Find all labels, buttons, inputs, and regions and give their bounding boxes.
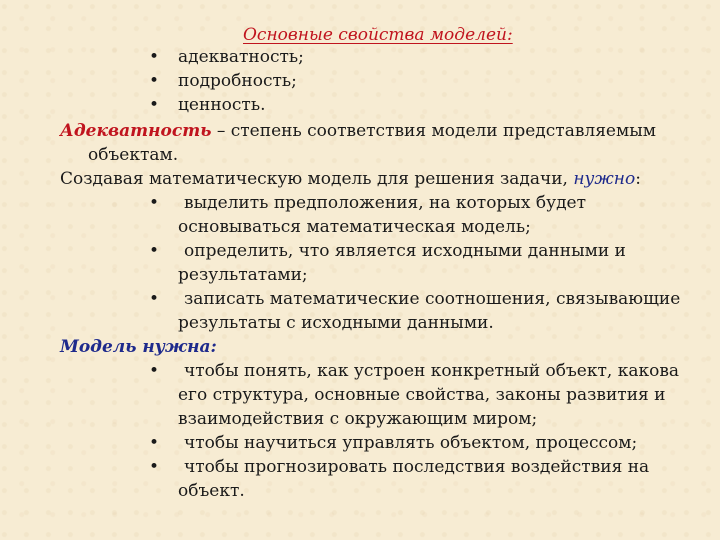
step-item-line: выделить предположения, на которых будет	[184, 193, 586, 213]
creating-model-text	[60, 167, 641, 191]
creating-emphasis: нужно	[573, 169, 636, 189]
model-needed-heading: Модель нужна:	[60, 337, 217, 357]
creating-text-before: Создавая математическую модель для решения задачи,	[60, 169, 574, 189]
property-item: подробность;	[178, 71, 297, 91]
slide-title: Основные свойства моделей:	[243, 25, 513, 45]
bullet-icon: •	[148, 95, 160, 115]
property-item: адекватность;	[178, 47, 304, 67]
reason-item-line: его структура, основные свойства, законы развития и	[178, 385, 666, 405]
bullet-icon: •	[148, 193, 160, 213]
adequacy-definition-text: – степень соответствия модели представляемым	[211, 121, 656, 141]
step-item-line: основываться математическая модель;	[178, 217, 531, 237]
reason-item-line: чтобы понять, как устроен конкретный объект, какова	[184, 361, 680, 381]
step-item-line: определить, что является исходными данными и	[184, 241, 626, 261]
bullet-icon: •	[148, 241, 160, 261]
step-item-line: результаты с исходными данными.	[178, 313, 494, 333]
creating-text-after: :	[635, 169, 641, 189]
bullet-icon: •	[148, 457, 160, 477]
bullet-icon: •	[148, 47, 160, 67]
reason-item-line: объект.	[178, 481, 245, 501]
bullet-icon: •	[148, 433, 160, 453]
property-item: ценность.	[178, 95, 266, 115]
bullet-icon: •	[148, 289, 160, 309]
step-item-line: результатами;	[178, 265, 308, 285]
adequacy-term: Адекватность	[60, 121, 212, 141]
adequacy-definition	[60, 119, 656, 143]
reason-item-line: чтобы научиться управлять объектом, процессом;	[184, 433, 638, 453]
bullet-icon: •	[148, 71, 160, 91]
adequacy-definition-cont: объектам.	[88, 145, 179, 165]
step-item-line: записать математические соотношения, связывающие	[184, 289, 681, 309]
reason-item-line: чтобы прогнозировать последствия воздействия на	[184, 457, 650, 477]
bullet-icon: •	[148, 361, 160, 381]
reason-item-line: взаимодействия с окружающим миром;	[178, 409, 538, 429]
